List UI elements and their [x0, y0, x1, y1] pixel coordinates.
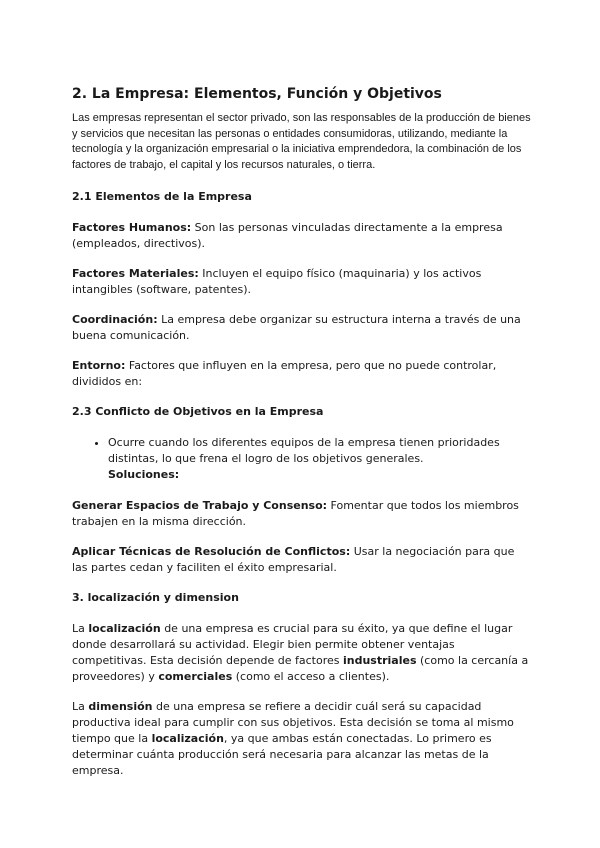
text: de una empresa es crucial para su éxito, ya que define el lugar donde desarrollará su actividad. Elegir bien permite obtener ventajas competitivas. Esta decisión depende de factores — [72, 622, 513, 668]
text: , ya que ambas están conectadas. Lo primero es determinar cuánta producción será necesaria para alcanzar las metas de la empresa. — [72, 732, 492, 778]
term: Factores Humanos: — [72, 221, 192, 235]
paragraph-localizacion — [72, 621, 532, 685]
text: La empresa debe organizar su estructura interna a través de una buena comunicación. — [72, 313, 521, 343]
term: Generar Espacios de Trabajo y Consenso: — [72, 499, 328, 513]
paragraph-aplicar-tecnicas — [72, 544, 532, 576]
text: (como la cercanía a proveedores) y — [72, 654, 529, 684]
text: Factores que influyen en la empresa, pero que no puede controlar, divididos en: — [72, 359, 497, 389]
paragraph-factores-materiales — [72, 266, 532, 298]
text: Incluyen el equipo físico (maquinaria) y los activos intangibles (software, patentes). — [72, 267, 482, 297]
paragraph-coordinacion — [72, 312, 532, 344]
text: La — [72, 700, 89, 714]
term: industriales — [342, 654, 417, 668]
text: Fomentar que todos los miembros trabajen en la misma dirección. — [72, 499, 519, 529]
section-heading-localizacion: 3. localización y dimension — [72, 591, 239, 605]
section-heading-elementos: 2.1 Elementos de la Empresa — [72, 190, 252, 204]
term: Coordinación: — [72, 313, 158, 327]
text: de una empresa se refiere a decidir cuál será su capacidad productiva ideal para cumplir con sus objetivos. Esta decisión se toma al mismo tiempo que la — [72, 700, 514, 746]
term: localización — [88, 622, 161, 636]
section-heading-conflicto: 2.3 Conflicto de Objetivos en la Empresa — [72, 405, 324, 419]
list-item — [108, 435, 532, 483]
term: localización — [151, 732, 224, 746]
term: Aplicar Técnicas de Resolución de Conflictos: — [72, 545, 351, 559]
text: Usar la negociación para que las partes cedan y faciliten el éxito empresarial. — [72, 545, 515, 575]
term: comerciales — [158, 670, 233, 684]
text: La — [72, 622, 89, 636]
text: Son las personas vinculadas directamente a la empresa (empleados, directivos). — [72, 221, 503, 251]
page-title: 2. La Empresa: Elementos, Función y Objetivos — [72, 86, 442, 102]
bullet-list — [72, 435, 532, 483]
term: Factores Materiales: — [72, 267, 199, 281]
bullet-label: Soluciones: — [108, 468, 180, 482]
paragraph-generar-espacios — [72, 498, 532, 530]
text: (como el acceso a clientes). — [232, 670, 390, 684]
term: dimensión — [88, 700, 153, 714]
paragraph-factores-humanos — [72, 220, 532, 252]
intro-paragraph: Las empresas representan el sector privado, son las responsables de la producción de bienes y servicios que necesitan las personas o entidades consumidoras, utilizando, mediante la tecnología y la organización empresarial o la iniciativa emprendedora, la combinación de los factores de trabajo, el capital y los recursos naturales, o tierra. — [72, 112, 531, 171]
term: Entorno: — [72, 359, 126, 373]
paragraph-entorno — [72, 358, 532, 390]
paragraph-dimension — [72, 699, 532, 779]
bullet-text: Ocurre cuando los diferentes equipos de la empresa tienen prioridades distintas, lo que frena el logro de los objetivos generales. — [108, 436, 500, 466]
